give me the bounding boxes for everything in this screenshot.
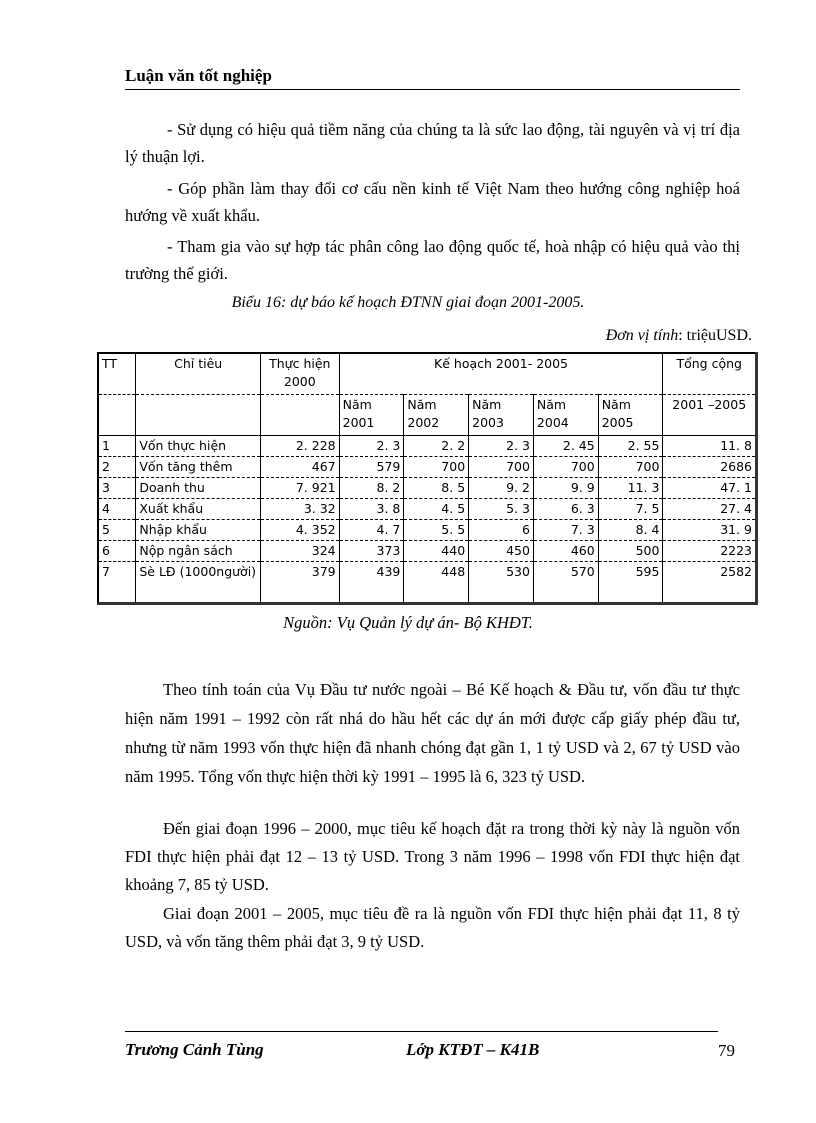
table-row xyxy=(98,478,757,499)
row-year-value: 4. 5 xyxy=(404,499,469,520)
unit-label xyxy=(606,327,752,345)
row-year-value: 500 xyxy=(598,541,663,562)
page-header: Luận văn tốt nghiệp xyxy=(125,66,740,90)
header-tt: TT xyxy=(98,353,136,395)
row-year-value: 440 xyxy=(404,541,469,562)
row-total: 2223 xyxy=(663,541,757,562)
row-actual: 2. 228 xyxy=(260,436,339,457)
row-total: 11. 8 xyxy=(663,436,757,457)
row-actual: 467 xyxy=(260,457,339,478)
table-row xyxy=(98,562,757,604)
table-source: Nguồn: Vụ Quản lý dự án- Bộ KHĐT. xyxy=(283,613,533,632)
row-total: 47. 1 xyxy=(663,478,757,499)
row-name: Nhập khẩu xyxy=(136,520,261,541)
header-empty xyxy=(98,395,136,436)
row-year-value: 7. 5 xyxy=(598,499,663,520)
row-year-value: 700 xyxy=(404,457,469,478)
row-year-value: 460 xyxy=(533,541,598,562)
table-row xyxy=(98,499,757,520)
body-paragraph: Theo tính toán của Vụ Đầu tư nước ngoài – Bé Kế hoạch & Đầu tư, vốn đầu tư thực hiện năm 1991 – 1992 còn rất nhá do hầu hết các dự án mới được cấp giấy phép đầu tư, nhưng từ năm 1993 vốn thực hiện đã nhanh chóng đạt gần 1, 1 tỷ USD và 2, 67 tỷ USD vào năm 1995. Tổng vốn thực hiện thời kỳ 1991 – 1995 là 6, 323 tỷ USD. xyxy=(125,680,740,786)
row-name: Sè LĐ (1000người) xyxy=(136,562,261,604)
row-actual: 379 xyxy=(260,562,339,604)
row-actual: 3. 32 xyxy=(260,499,339,520)
table-row xyxy=(98,520,757,541)
row-year-value: 6 xyxy=(469,520,534,541)
row-actual: 7. 921 xyxy=(260,478,339,499)
row-tt: 5 xyxy=(98,520,136,541)
row-name: Vốn tăng thêm xyxy=(136,457,261,478)
row-year-value: 7. 3 xyxy=(533,520,598,541)
bullet-paragraph: - Sử dụng có hiệu quả tiềm năng của chúng ta là sức lao động, tài nguyên và vị trí địa lý thuận lợi. xyxy=(125,120,740,166)
header-actual: Thực hiện 2000 xyxy=(260,353,339,395)
header-empty xyxy=(136,395,261,436)
row-name: Doanh thu xyxy=(136,478,261,499)
row-year-value: 2. 3 xyxy=(469,436,534,457)
unit-value: : triệuUSD. xyxy=(678,327,752,344)
forecast-table xyxy=(97,352,758,605)
row-year-value: 8. 5 xyxy=(404,478,469,499)
row-year-value: 5. 5 xyxy=(404,520,469,541)
row-total: 2686 xyxy=(663,457,757,478)
row-year-value: 2. 3 xyxy=(339,436,404,457)
row-tt: 4 xyxy=(98,499,136,520)
row-actual: 4. 352 xyxy=(260,520,339,541)
row-year-value: 3. 8 xyxy=(339,499,404,520)
row-tt: 3 xyxy=(98,478,136,499)
row-year-value: 595 xyxy=(598,562,663,604)
bullet-paragraph: - Góp phần làm thay đổi cơ cấu nền kinh tế Việt Nam theo hướng công nghiệp hoá hướng về xuất khẩu. xyxy=(125,179,740,225)
row-year-value: 2. 2 xyxy=(404,436,469,457)
body-paragraph: Đến giai đoạn 1996 – 2000, mục tiêu kế hoạch đặt ra trong thời kỳ này là nguồn vốn FDI thực hiện phải đạt 12 – 13 tỷ USD. Trong 3 năm 1996 – 1998 vốn FDI thực hiện đạt khoảng 7, 85 tỷ USD. xyxy=(125,819,740,894)
row-tt: 2 xyxy=(98,457,136,478)
header-plan: Kế hoạch 2001- 2005 xyxy=(339,353,663,395)
row-year-value: 9. 2 xyxy=(469,478,534,499)
row-tt: 6 xyxy=(98,541,136,562)
header-total: Tổng cộng xyxy=(663,353,757,395)
row-year-value: 448 xyxy=(404,562,469,604)
table-row xyxy=(98,436,757,457)
row-year-value: 570 xyxy=(533,562,598,604)
footer-class: Lớp KTĐT – K41B xyxy=(406,1040,540,1059)
row-year-value: 700 xyxy=(598,457,663,478)
row-name: Nộp ngân sách xyxy=(136,541,261,562)
row-year-value: 11. 3 xyxy=(598,478,663,499)
row-year-value: 8. 2 xyxy=(339,478,404,499)
row-year-value: 2. 55 xyxy=(598,436,663,457)
header-year: Năm 2004 xyxy=(533,395,598,436)
header-year: Năm 2005 xyxy=(598,395,663,436)
row-year-value: 700 xyxy=(469,457,534,478)
footer-author: Trương Cảnh Tùng xyxy=(125,1040,264,1059)
header-indicator: Chỉ tiêu xyxy=(136,353,261,395)
table-row xyxy=(98,541,757,562)
row-year-value: 4. 7 xyxy=(339,520,404,541)
row-year-value: 579 xyxy=(339,457,404,478)
header-year: Năm 2001 xyxy=(339,395,404,436)
row-year-value: 439 xyxy=(339,562,404,604)
row-year-value: 6. 3 xyxy=(533,499,598,520)
row-name: Vốn thực hiện xyxy=(136,436,261,457)
row-tt: 1 xyxy=(98,436,136,457)
row-year-value: 373 xyxy=(339,541,404,562)
table-row xyxy=(98,457,757,478)
table-caption: Biểu 16: dự báo kế hoạch ĐTNN giai đoạn 2001-2005. xyxy=(231,294,585,311)
row-year-value: 8. 4 xyxy=(598,520,663,541)
page-number: 79 xyxy=(718,1041,735,1060)
row-total: 2582 xyxy=(663,562,757,604)
row-actual: 324 xyxy=(260,541,339,562)
row-year-value: 700 xyxy=(533,457,598,478)
footer-divider xyxy=(125,1031,718,1032)
row-tt: 7 xyxy=(98,562,136,604)
header-empty xyxy=(260,395,339,436)
row-year-value: 530 xyxy=(469,562,534,604)
row-year-value: 5. 3 xyxy=(469,499,534,520)
row-year-value: 2. 45 xyxy=(533,436,598,457)
body-paragraph: Giai đoạn 2001 – 2005, mục tiêu đề ra là nguồn vốn FDI thực hiện phải đạt 11, 8 tỷ USD, và vốn tăng thêm phải đạt 3, 9 tỷ USD. xyxy=(125,904,740,951)
unit-label-text: Đơn vị tính xyxy=(605,327,679,344)
header-year: Năm 2003 xyxy=(469,395,534,436)
bullet-paragraph: - Tham gia vào sự hợp tác phân công lao động quốc tế, hoà nhập có hiệu quả vào thị trường thế giới. xyxy=(125,237,740,283)
header-total-period: 2001 –2005 xyxy=(663,395,757,436)
row-year-value: 9. 9 xyxy=(533,478,598,499)
row-total: 31. 9 xyxy=(663,520,757,541)
row-total: 27. 4 xyxy=(663,499,757,520)
row-name: Xuất khẩu xyxy=(136,499,261,520)
header-year: Năm 2002 xyxy=(404,395,469,436)
row-year-value: 450 xyxy=(469,541,534,562)
